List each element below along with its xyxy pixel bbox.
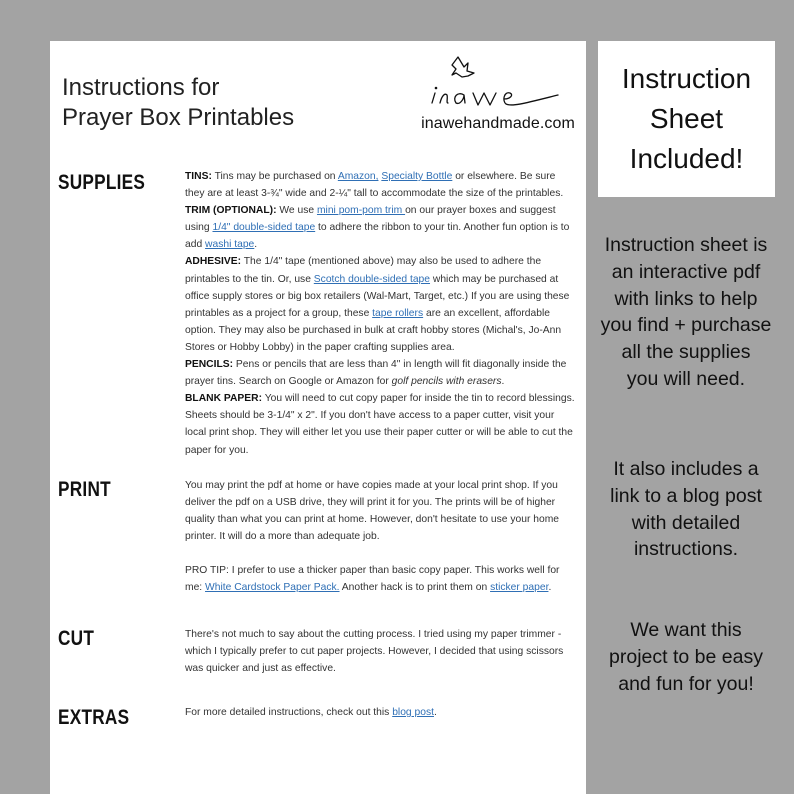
sidebar-paragraph-fun	[596, 617, 776, 697]
brand-url: inawehandmade.com	[421, 115, 575, 132]
sidebar-line: you find + purchase	[600, 314, 772, 337]
sidebar-line: and fun for you!	[618, 672, 754, 695]
cut-body	[185, 626, 577, 677]
instruction-sheet	[50, 41, 586, 794]
specialty-bottle-link[interactable]: Specialty Bottle	[381, 171, 453, 182]
trim-text: on our prayer boxes and suggest using	[185, 205, 556, 234]
tins-label: TINS:	[185, 171, 212, 182]
sidebar-line: It also includes a	[613, 458, 759, 480]
cut-heading: CUT	[58, 627, 95, 650]
supplies-pencils	[185, 356, 577, 390]
brand	[418, 53, 578, 133]
sidebar-line: you will need.	[626, 367, 746, 390]
tins-text: Tins may be purchased on	[211, 171, 338, 182]
sidebar-line: with detailed	[631, 511, 741, 534]
sidebar-line: with links to help	[614, 287, 758, 310]
sheet-title-line2: Prayer Box Printables	[62, 104, 295, 131]
instruction-sheet-included-card	[598, 41, 775, 197]
blog-post-link[interactable]: blog post	[392, 707, 434, 718]
sidebar-paragraph-interactive	[596, 232, 776, 393]
adhesive-text: are an excellent, affordable option. They may also be purchased in bulk at craft hobby stores (Michal's, Jo-Ann Stores or Hobby Lobby) in the paper crafting supplies area.	[185, 307, 562, 353]
sidebar-paragraph-blog	[596, 456, 776, 563]
cardstock-link[interactable]: White Cardstock Paper Pack.	[205, 582, 340, 594]
sidebar-line: all the supplies	[621, 341, 751, 364]
card-line: Instruction	[621, 63, 752, 94]
sidebar-line: We want this	[630, 619, 742, 641]
pom-pom-trim-link[interactable]: mini pom-pom trim	[316, 205, 406, 217]
supplies-blank-paper	[185, 390, 577, 458]
trim-text: We use	[276, 205, 317, 217]
print-pro-tip	[185, 562, 577, 596]
double-sided-tape-link[interactable]: 1/4" double-sided tape	[212, 222, 316, 234]
amazon-link[interactable]: Amazon,	[337, 171, 379, 182]
print-paragraph: You may print the pdf at home or have copies made at your local print shop. If you deliver the pdf on a USB drive, they will print it for you. The prints will be of higher quality than what you can print at home. However, don't hesitate to use your home printer. It will do a more than adequate job.	[185, 480, 560, 543]
sidebar-line: project to be easy	[609, 645, 763, 668]
extras-text: For more detailed instructions, check out this	[185, 707, 393, 718]
blank-paper-label: BLANK PAPER:	[185, 393, 263, 405]
adhesive-text: The 1/4" tape (mentioned above) may also be used to adhere the printables to the tin. Or, use	[185, 256, 542, 285]
sheet-title	[62, 73, 322, 133]
pencils-text: .	[501, 376, 505, 388]
blank-paper-text: You will need to cut copy paper for inside the tin to record blessings. Sheets should be 3-1/4" x 2". If you don't have access to a paper cutter, visit your local print shop. They will either let you use their paper cutter or will be able to cut the paper for you.	[185, 393, 575, 456]
trim-text: to adhere the ribbon to your tin. Another fun option is to add	[185, 222, 570, 251]
supplies-adhesive	[185, 253, 577, 356]
dove-icon	[418, 53, 578, 113]
sticker-paper-link[interactable]: sticker paper	[490, 582, 549, 594]
trim-text: .	[254, 239, 258, 251]
extras-heading: EXTRAS	[58, 706, 130, 729]
trim-label: TRIM (OPTIONAL):	[185, 205, 277, 217]
print-body	[185, 477, 577, 597]
sidebar-line: link to a blog post	[610, 484, 762, 507]
sidebar-line: an interactive pdf	[611, 260, 761, 283]
adhesive-label: ADHESIVE:	[185, 256, 242, 268]
sidebar-line: Instruction sheet is	[604, 234, 768, 256]
tins-text: or elsewhere. Be sure they are at least 3-¾" wide and 2-¼" tall to accommodate the size of the printables.	[185, 171, 564, 200]
supplies-tins	[185, 168, 577, 202]
supplies-trim	[185, 202, 577, 253]
pro-tip-text: PRO TIP: I prefer to use a thicker paper than basic copy paper. This works well for me:	[185, 565, 560, 594]
card-line: Sheet	[649, 103, 724, 134]
washi-tape-link[interactable]: washi tape	[205, 239, 255, 251]
card-line: Included!	[629, 143, 744, 174]
pencils-label: PENCILS:	[185, 359, 234, 371]
print-heading: PRINT	[58, 478, 111, 501]
cut-paragraph: There's not much to say about the cutting process. I tried using my paper trimmer - which I typically prefer to cut paper projects. However, I decided that using scissors was quicker and just as effective.	[185, 629, 564, 675]
pro-tip-text: Another hack is to print them on	[339, 582, 491, 594]
sidebar-line: instructions.	[633, 538, 739, 561]
extras-text: .	[433, 707, 437, 718]
supplies-body	[185, 168, 577, 459]
extras-body	[185, 704, 577, 721]
pro-tip-text: .	[548, 582, 552, 594]
tape-rollers-link[interactable]: tape rollers	[372, 307, 424, 319]
sheet-title-line1: Instructions for	[62, 74, 220, 101]
golf-pencils-text: golf pencils with erasers	[391, 376, 502, 388]
scotch-tape-link[interactable]: Scotch double-sided tape	[313, 273, 431, 285]
adhesive-text: which may be purchased at office supply stores or big box retailers (Wal-Mart, Target, etc.) If you are using these printables as a project for a group, these	[185, 273, 570, 319]
supplies-heading: SUPPLIES	[58, 171, 146, 194]
pencils-text: Pens or pencils that are less than 4" in length will fit diagonally inside the prayer tins. Search on Google or Amazon for	[185, 359, 567, 388]
extras-paragraph	[185, 704, 577, 721]
